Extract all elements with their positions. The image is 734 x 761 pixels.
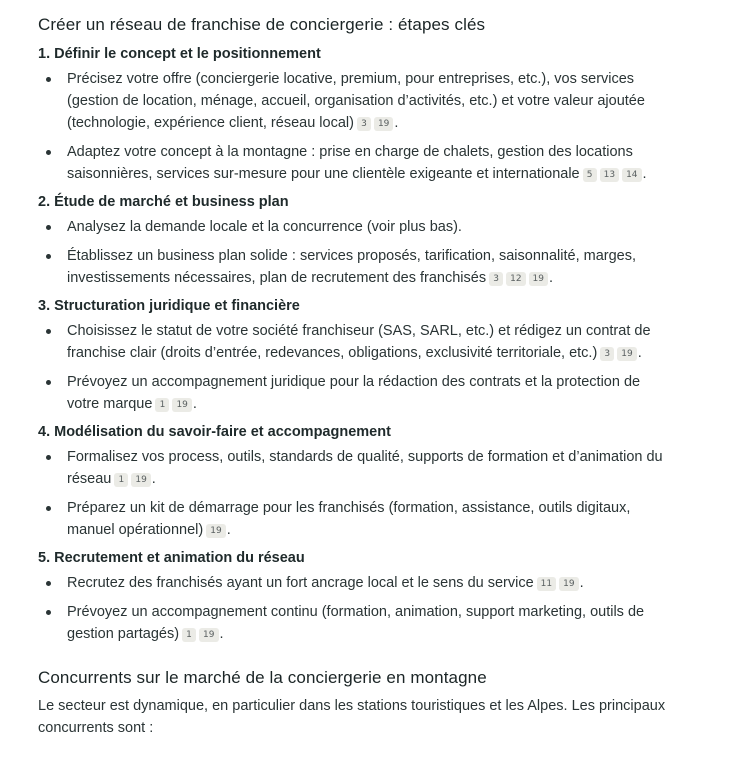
citation-badge[interactable]: 3	[600, 347, 614, 361]
step-heading: 4. Modélisation du savoir-faire et accompagnement	[38, 424, 391, 440]
list-item	[38, 245, 667, 289]
citation-badge[interactable]: 1	[155, 398, 169, 412]
list-item-text: Prévoyez un accompagnement continu (formation, animation, support marketing, outils de gestion partagés)	[67, 604, 645, 642]
sentence-end: .	[151, 471, 156, 487]
citation-badge[interactable]: 1	[182, 628, 196, 642]
sentence-end: .	[642, 166, 647, 182]
list-item-text: Adaptez votre concept à la montagne : prise en charge de chalets, gestion des locations saisonnières, services sur-mesure pour une clientèle exigeante et internationale	[67, 144, 633, 182]
citation-badge[interactable]: 11	[537, 577, 556, 591]
list-item	[38, 68, 667, 134]
list-item	[38, 497, 667, 541]
sentence-end: .	[579, 575, 584, 591]
list-item-text: Établissez un business plan solide : services proposés, tarification, saisonnalité, marges, investissements nécessaires, plan de recrutement des franchisés	[67, 248, 637, 286]
step-bullet-list	[38, 320, 696, 415]
list-item-text: Prévoyez un accompagnement juridique pour la rédaction des contrats et la protection de votre marque	[67, 374, 641, 412]
list-item-text: Analysez la demande locale et la concurrence (voir plus bas).	[67, 219, 462, 235]
sentence-end: .	[226, 522, 231, 538]
page-title: Créer un réseau de franchise de conciergerie : étapes clés	[38, 15, 486, 34]
citation-badge[interactable]: 5	[583, 168, 597, 182]
citation-badge[interactable]: 19	[172, 398, 191, 412]
citation-badge[interactable]: 3	[489, 272, 503, 286]
list-item-text: Choisissez le statut de votre société franchiseur (SAS, SARL, etc.) et rédigez un contrat de franchise clair (droits d’entrée, redevances, obligations, exclusivité territoriale, etc.)	[67, 323, 651, 361]
list-item	[38, 216, 667, 238]
step-bullet-list	[38, 446, 696, 541]
competitors-intro: Le secteur est dynamique, en particulier dans les stations touristiques et les Alpes. Les principaux concurrents sont :	[38, 698, 666, 736]
list-item-text: Formalisez vos process, outils, standards de qualité, supports de formation et d’animation du réseau	[67, 449, 663, 487]
list-item	[38, 141, 667, 185]
step-heading: 1. Définir le concept et le positionnement	[38, 46, 321, 62]
step-heading: 5. Recrutement et animation du réseau	[38, 550, 305, 566]
citation-badge[interactable]: 1	[114, 473, 128, 487]
list-item	[38, 371, 667, 415]
list-item	[38, 446, 667, 490]
list-item-text: Recrutez des franchisés ayant un fort ancrage local et le sens du service	[67, 575, 534, 591]
sentence-end: .	[394, 115, 399, 131]
sentence-end: .	[192, 396, 197, 412]
list-item	[38, 601, 667, 645]
citation-badge[interactable]: 19	[206, 524, 225, 538]
list-item-text: Préparez un kit de démarrage pour les franchisés (formation, assistance, outils digitaux, manuel opérationnel)	[67, 500, 631, 538]
sentence-end: .	[219, 626, 224, 642]
list-item	[38, 572, 667, 594]
step-bullet-list	[38, 572, 696, 645]
steps-list	[38, 44, 696, 645]
citation-badge[interactable]: 19	[617, 347, 636, 361]
step-bullet-list	[38, 68, 696, 185]
citation-badge[interactable]: 13	[600, 168, 619, 182]
step-bullet-list	[38, 216, 696, 289]
list-item	[38, 320, 667, 364]
citation-badge[interactable]: 19	[559, 577, 578, 591]
citation-badge[interactable]: 19	[374, 117, 393, 131]
step-heading: 3. Structuration juridique et financière	[38, 298, 300, 314]
citation-badge[interactable]: 12	[506, 272, 525, 286]
sentence-end: .	[549, 270, 554, 286]
list-item-text: Précisez votre offre (conciergerie locative, premium, pour entreprises, etc.), vos services (gestion de location, ménage, accueil, organisation d’activités, etc.) et votre valeur ajoutée (technologie, expérience client, réseau local)	[67, 71, 645, 131]
sentence-end: .	[637, 345, 642, 361]
citation-badge[interactable]: 14	[622, 168, 641, 182]
step-heading: 2. Étude de marché et business plan	[38, 194, 289, 210]
citation-badge[interactable]: 19	[131, 473, 150, 487]
section-title-competitors: Concurrents sur le marché de la conciergerie en montagne	[38, 668, 487, 687]
citation-badge[interactable]: 19	[199, 628, 218, 642]
citation-badge[interactable]: 3	[357, 117, 371, 131]
citation-badge[interactable]: 19	[529, 272, 548, 286]
